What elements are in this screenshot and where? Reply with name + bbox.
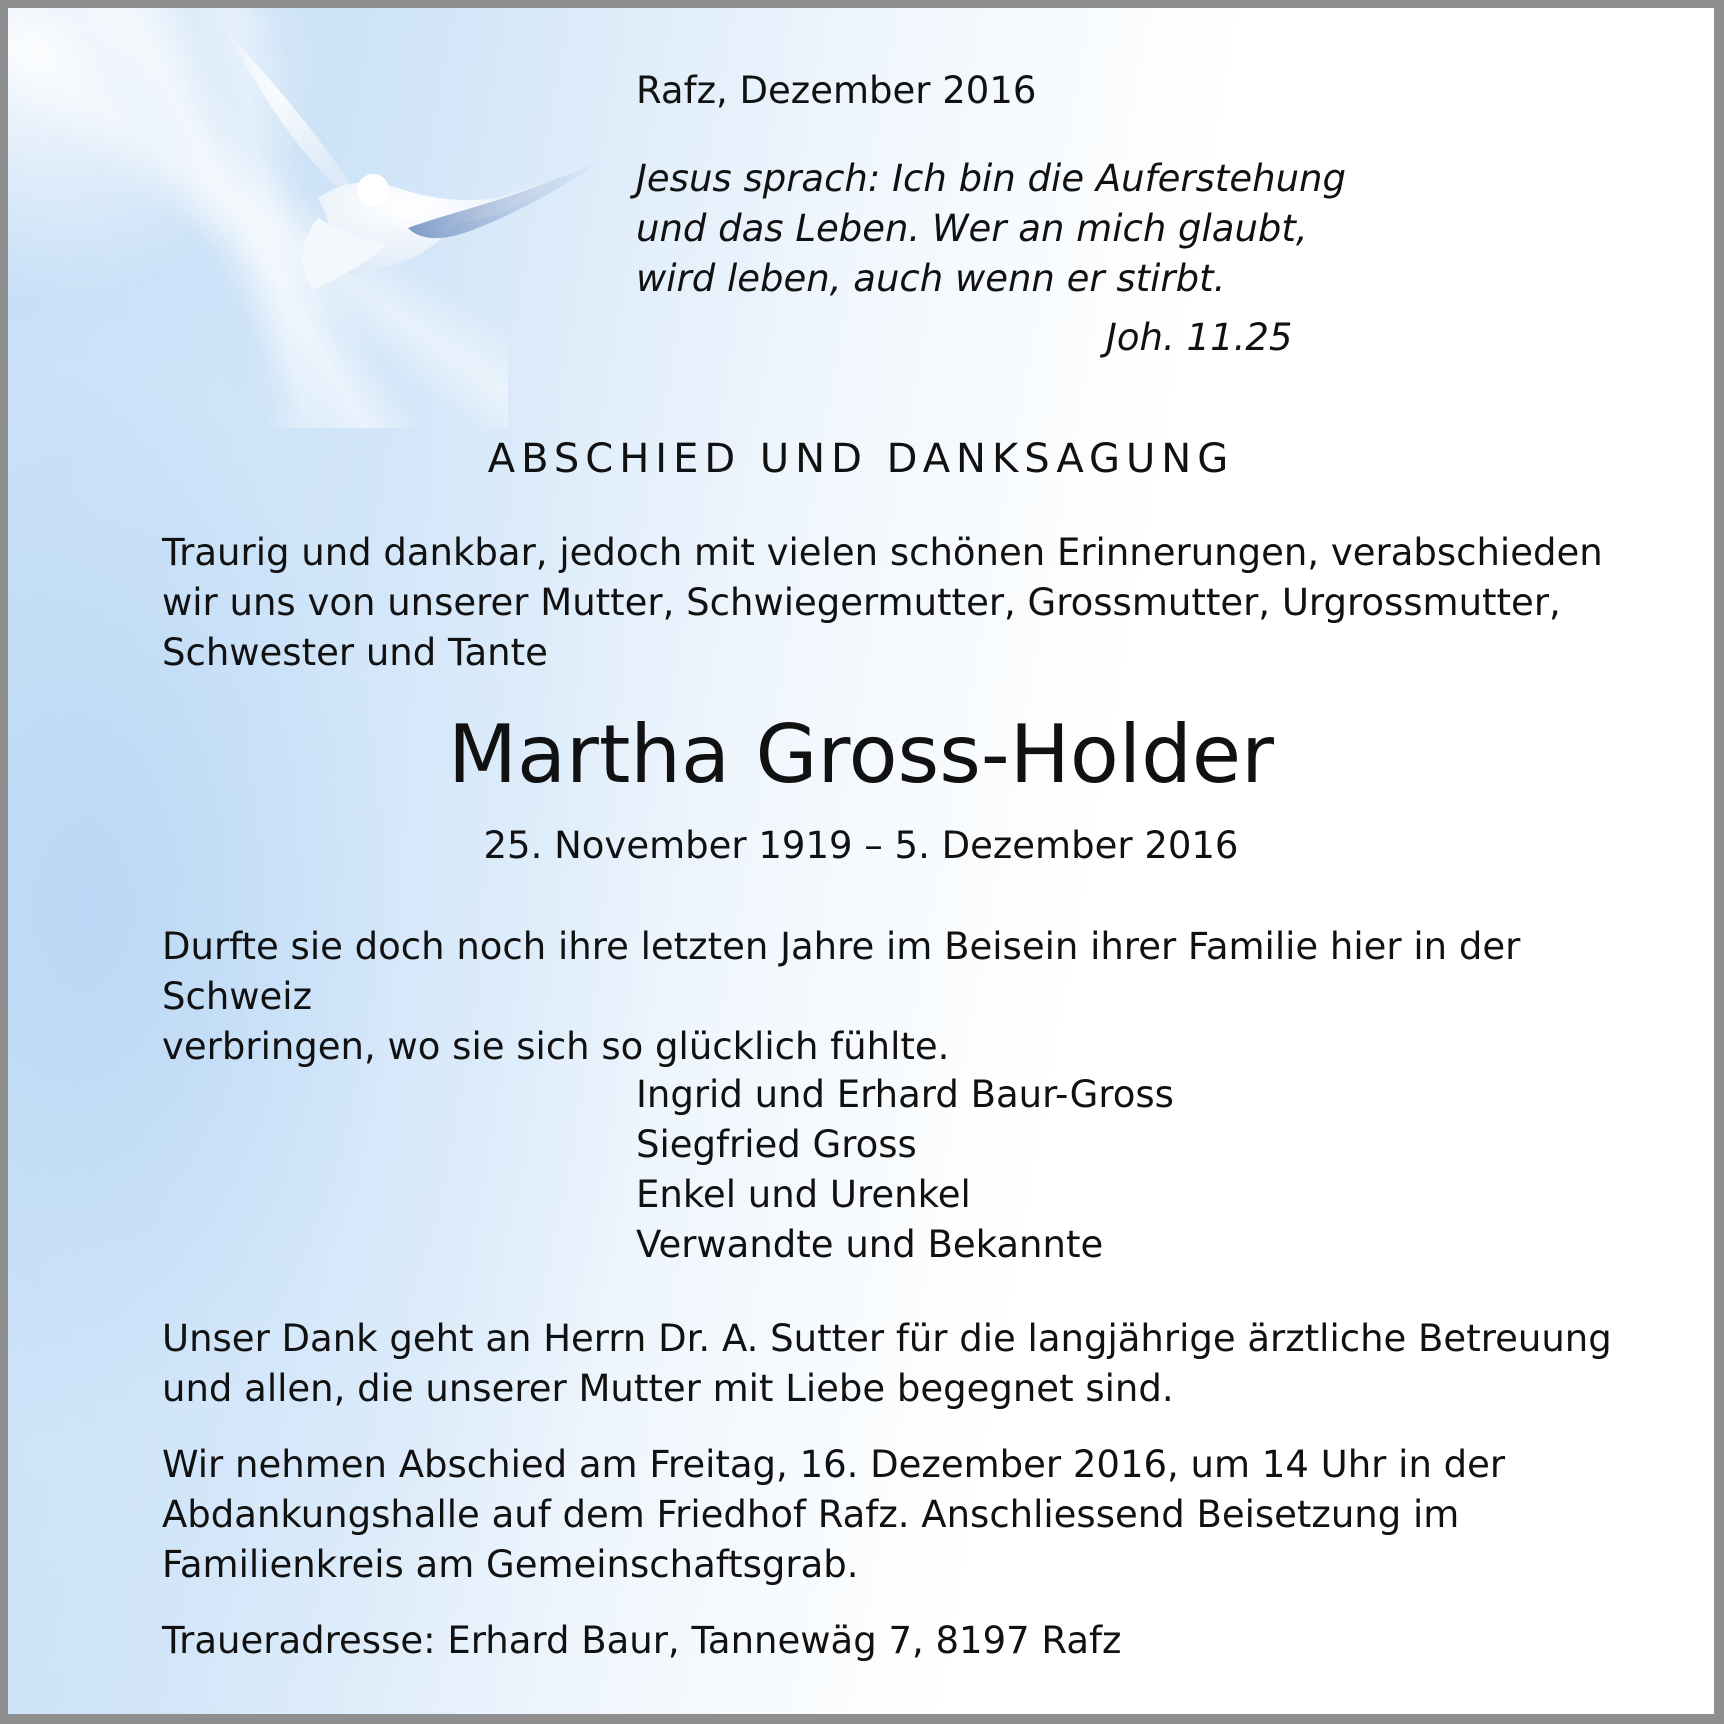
thanks-paragraph (162, 1314, 1642, 1414)
intro-line: wir uns von unserer Mutter, Schwiegermutter, Grossmutter, Urgrossmutter, (162, 581, 1561, 624)
intro-line: Traurig und dankbar, jedoch mit vielen schönen Erinnerungen, verabschieden (162, 531, 1603, 574)
thanks-line: und allen, die unserer Mutter mit Liebe begegnet sind. (162, 1367, 1174, 1410)
thanks-line: Unser Dank geht an Herrn Dr. A. Sutter für die langjährige ärztliche Betreuung (162, 1317, 1612, 1360)
dove-icon (198, 28, 618, 298)
funeral-line: Abdankungshalle auf dem Friedhof Rafz. Anschliessend Beisetzung im (162, 1493, 1460, 1536)
memory-line: verbringen, wo sie sich so glücklich fühlte. (162, 1025, 950, 1068)
mourning-address: Traueradresse: Erhard Baur, Tannewäg 7, 8197 Rafz (162, 1619, 1122, 1662)
mourner-item: Ingrid und Erhard Baur-Gross (636, 1073, 1174, 1116)
bible-verse (636, 154, 1346, 304)
deceased-name: Martha Gross-Holder (448, 708, 1274, 801)
mourners-list (636, 1070, 1174, 1270)
mourner-item: Verwandte und Bekannte (636, 1223, 1104, 1266)
obituary-notice (8, 8, 1714, 1714)
notice-heading: ABSCHIED UND DANKSAGUNG (487, 436, 1235, 482)
memory-paragraph (162, 922, 1642, 1072)
memory-line: Durfte sie doch noch ihre letzten Jahre im Beisein ihrer Familie hier in der Schweiz (162, 925, 1521, 1018)
verse-line: und das Leben. Wer an mich glaubt, (636, 207, 1308, 250)
place-date: Rafz, Dezember 2016 (636, 69, 1037, 112)
life-dates: 25. November 1919 – 5. Dezember 2016 (483, 824, 1239, 867)
mourner-item: Enkel und Urenkel (636, 1173, 971, 1216)
verse-line: wird leben, auch wenn er stirbt. (636, 257, 1226, 300)
intro-paragraph (162, 528, 1622, 678)
mourner-item: Siegfried Gross (636, 1123, 917, 1166)
funeral-line: Familienkreis am Gemeinschaftsgrab. (162, 1543, 859, 1586)
intro-line: Schwester und Tante (162, 631, 548, 674)
funeral-paragraph (162, 1440, 1642, 1590)
verse-reference: Joh. 11.25 (1106, 316, 1293, 359)
verse-line: Jesus sprach: Ich bin die Auferstehung (636, 157, 1346, 200)
funeral-line: Wir nehmen Abschied am Freitag, 16. Dezember 2016, um 14 Uhr in der (162, 1443, 1506, 1486)
